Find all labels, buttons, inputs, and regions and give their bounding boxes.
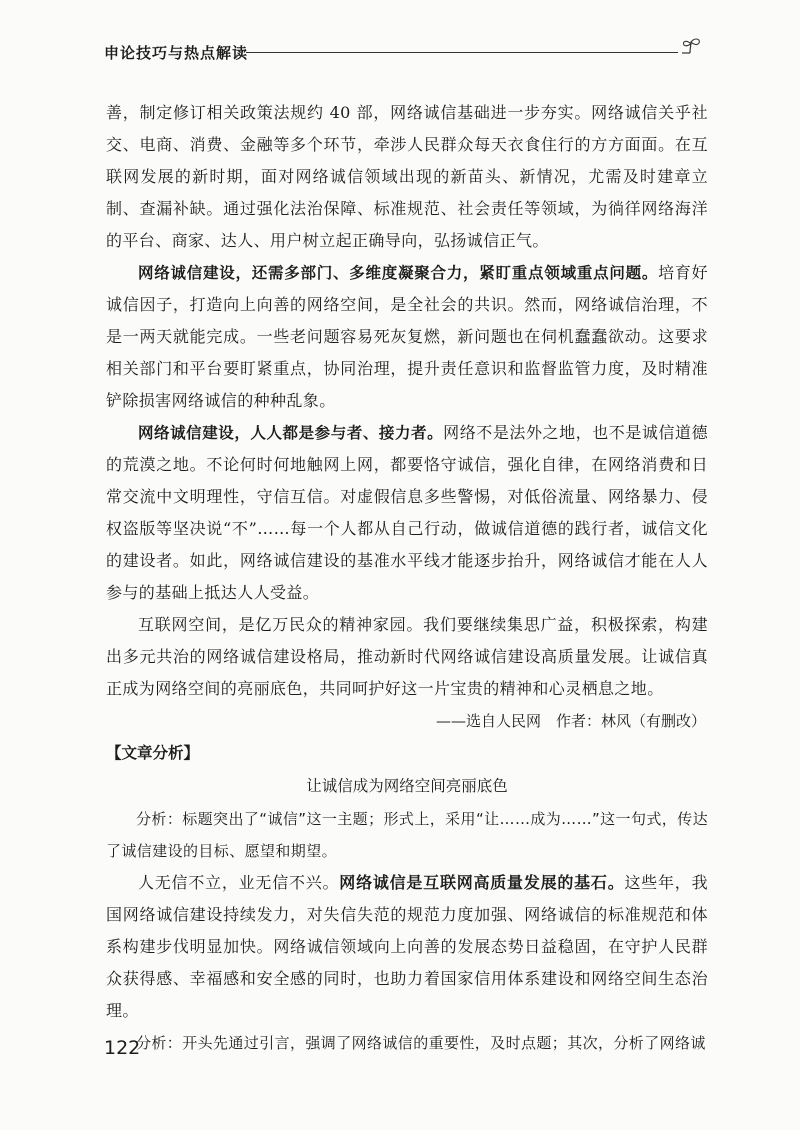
analysis-subtitle: 让诚信成为网络空间亮丽底色: [306, 777, 508, 795]
running-header: [104, 36, 704, 66]
paragraph-5-pre: 人无信不立，业无信不兴。: [138, 873, 340, 892]
page-number: 122: [104, 1037, 141, 1059]
paragraph-2: [106, 257, 708, 417]
paragraph-1: 善，制定修订相关政策法规约 40 部，网络诚信基础进一步夯实。网络诚信关乎社交、电商、消费、金融等多个环节，牵涉人民群众每天衣食住行的方方面面。在互联网发展的新时期，面对网络诚信领域出现的新苗头、新情况，尤需及时建章立制、查漏补缺。通过强化法治保障、标准规范、社会责任等领域，为徜徉网络海洋的平台、商家、达人、用户树立起正确导向，弘扬诚信正气。: [106, 103, 708, 250]
paragraph-5: [106, 867, 708, 1027]
analysis-2: 分析：开头先通过引言，强调了网络诚信的重要性，及时点题；其次，分析了网络诚: [136, 1034, 706, 1052]
paragraph-5-post: 这些年，我国网络诚信建设持续发力，对失信失范的规范力度加强、网络诚信的标准规范和体系构建步伐明显加快。网络诚信领域向上向善的发展态势日益稳固，在守护人民群众获得感、幸福感和安全感的同时，也助力着国家信用体系建设和网络空间生态治理。: [106, 873, 708, 1020]
header-rule: [246, 52, 678, 53]
analysis-1: 分析：标题突出了“诚信”这一主题；形式上，采用“让……成为……”这一句式，传达了诚信建设的目标、愿望和期望。: [106, 810, 708, 860]
paragraph-2-body: 培育好诚信因子，打造向上向善的网络空间，是全社会的共识。然而，网络诚信治理，不是一两天就能完成。一些老问题容易死灰复燃，新问题也在伺机蠢蠢欲动。这要求相关部门和平台要盯紧重点，协同治理，提升责任意识和监督监管力度，及时精准铲除损害网络诚信的种种乱象。: [106, 263, 708, 410]
paragraph-3: [106, 417, 708, 609]
paragraph-4: 互联网空间，是亿万民众的精神家园。我们要继续集思广益，积极探索，构建出多元共治的网络诚信建设格局，推动新时代网络诚信建设高质量发展。让诚信真正成为网络空间的亮丽底色，共同呵护好这一片宝贵的精神和心灵栖息之地。: [106, 615, 708, 698]
paragraph-5-bold: 网络诚信是互联网高质量发展的基石。: [339, 873, 625, 892]
header-title: 申论技巧与热点解读: [104, 44, 249, 62]
source-attribution: ——选自人民网 作者：林风（有删改）: [435, 712, 706, 730]
paragraph-3-body: 网络不是法外之地，也不是诚信道德的荒漠之地。不论何时何地触网上网，都要恪守诚信，强化自律，在网络消费和日常交流中文明理性，守信互信。对虚假信息多些警惕，对低俗流量、网络暴力、侵权盗版等坚决说“不”……每一个人都从自己行动，做诚信道德的践行者，诚信文化的建设者。如此，网络诚信建设的基准水平线才能逐步抬升，网络诚信才能在人人参与的基础上抵达人人受益。: [106, 423, 708, 602]
sprout-icon: [678, 36, 704, 62]
paragraph-2-lead: 网络诚信建设，还需多部门、多维度凝聚合力，紧盯重点领域重点问题。: [138, 264, 659, 282]
analysis-section-label: 【文章分析】: [106, 744, 200, 762]
paragraph-3-lead: 网络诚信建设，人人都是参与者、接力者。: [138, 424, 444, 442]
page-body: [106, 97, 708, 1059]
